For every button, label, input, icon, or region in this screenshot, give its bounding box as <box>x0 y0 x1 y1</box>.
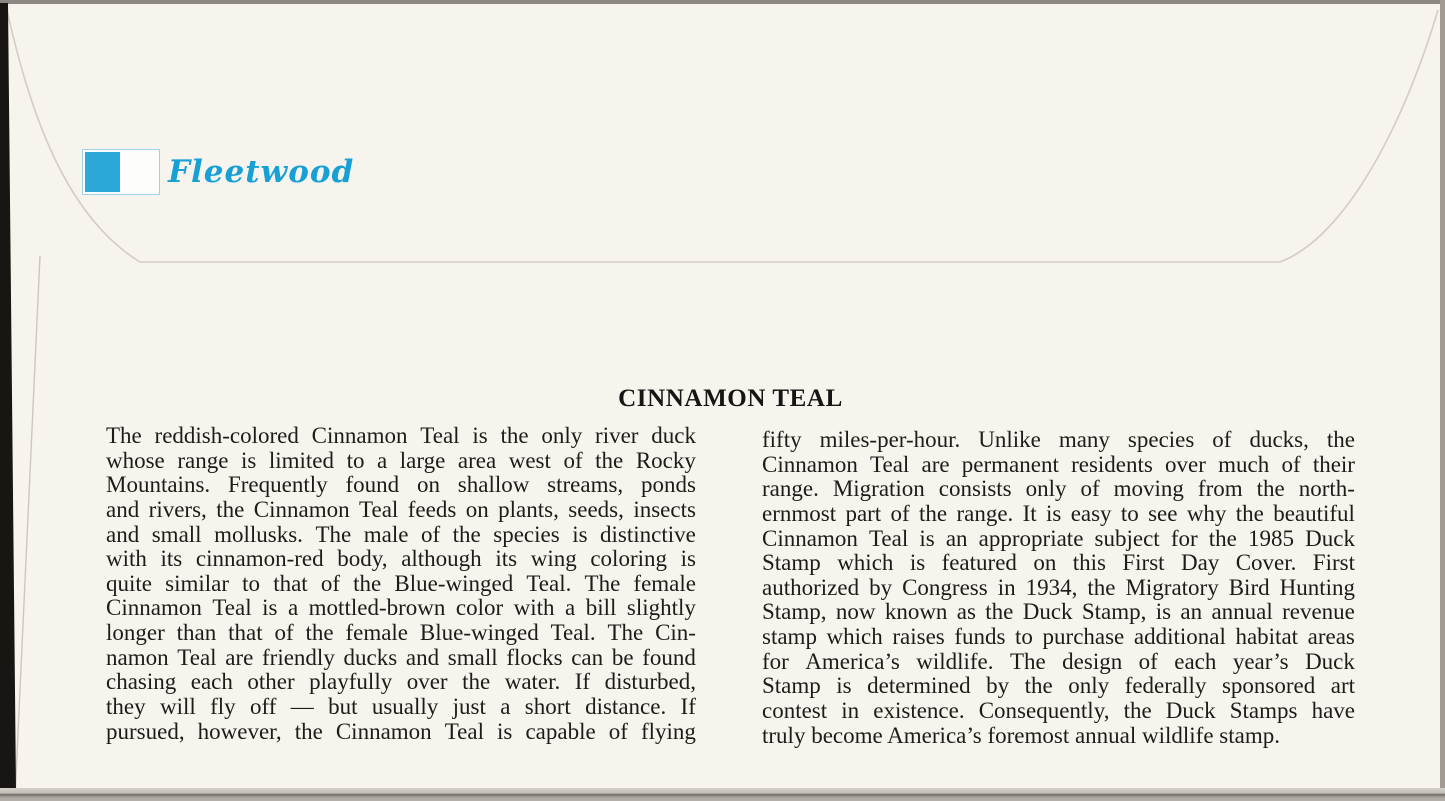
article-column-right <box>762 428 1355 748</box>
text-line: pursued, however, the Cinnamon Teal is capable of flying <box>106 718 696 744</box>
text-line: and rivers, the Cinnamon Teal feeds on plants, seeds, insects <box>106 496 696 522</box>
text-line: contest in existence. Consequently, the Duck Stamps have <box>762 698 1355 724</box>
left-side-flap-crease-line <box>15 256 40 798</box>
text-line: chasing each other playfully over the water. If disturbed, <box>106 669 696 695</box>
text-line: longer than that of the female Blue-winged Teal. The Cin- <box>106 620 696 646</box>
text-line: ernmost part of the range. It is easy to see why the beautiful <box>762 500 1355 526</box>
text-line: Cinnamon Teal is an appropriate subject for the 1985 Duck <box>762 525 1355 551</box>
fleetwood-wordmark: Fleetwood <box>168 154 355 190</box>
article-column-left <box>106 424 696 748</box>
text-line: they will fly off — but usually just a short distance. If <box>106 694 696 720</box>
text-line: Mountains. Frequently found on shallow streams, ponds <box>106 472 696 498</box>
text-line: for America’s wildlife. The design of each year’s Duck <box>762 648 1355 674</box>
text-line: Stamp is determined by the only federally sponsored art <box>762 673 1355 699</box>
top-flap-edge-line <box>6 6 1438 262</box>
text-line: Stamp which is featured on this First Day Cover. First <box>762 550 1355 576</box>
article-body <box>106 424 1355 748</box>
text-line: range. Migration consists only of moving from the north- <box>762 476 1355 502</box>
fleetwood-logo-mark-icon <box>85 152 120 192</box>
text-line: namon Teal are friendly ducks and small flocks can be found <box>106 644 696 670</box>
text-line: authorized by Congress in 1934, the Migratory Bird Hunting <box>762 574 1355 600</box>
text-line: Stamp, now known as the Duck Stamp, is an annual revenue <box>762 599 1355 625</box>
text-line: The reddish-colored Cinnamon Teal is the only river duck <box>106 423 696 448</box>
scan-edge-bottom <box>0 788 1445 801</box>
fleetwood-logo <box>82 147 382 203</box>
fleetwood-logo-box <box>82 149 160 195</box>
text-line: quite similar to that of the Blue-winged Teal. The female <box>106 570 696 596</box>
text-line: truly become America’s foremost annual wildlife stamp. <box>762 722 1280 748</box>
text-line: and small mollusks. The male of the species is distinctive <box>106 521 696 547</box>
article-title: CINNAMON TEAL <box>618 385 843 412</box>
text-line: with its cinnamon-red body, although its wing coloring is <box>106 546 696 572</box>
text-line: Cinnamon Teal are permanent residents over much of their <box>762 451 1355 477</box>
text-line: fifty miles-per-hour. Unlike many species of ducks, the <box>762 427 1355 452</box>
text-line: Cinnamon Teal is a mottled-brown color with a bill slightly <box>106 595 696 621</box>
text-line: whose range is limited to a large area west of the Rocky <box>106 447 696 473</box>
scan-edge-left <box>0 3 17 790</box>
scan-edge-top <box>0 0 1445 4</box>
scan-edge-right <box>1440 0 1445 801</box>
text-line: stamp which raises funds to purchase additional habitat areas <box>762 624 1355 650</box>
